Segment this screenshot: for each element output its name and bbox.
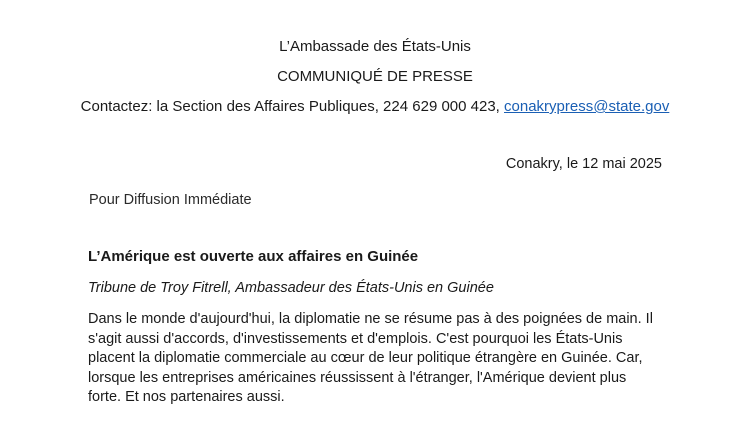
contact-text: Contactez: la Section des Affaires Publiques, 224 629 000 423, bbox=[80, 98, 505, 115]
paragraph-line: Dans le monde d'aujourd'hui, la diplomatie ne se résume pas à des poignées de main. Il bbox=[88, 311, 653, 327]
contact-line bbox=[0, 98, 750, 115]
article-headline: L’Amérique est ouverte aux affaires en Guinée bbox=[88, 248, 419, 265]
release-note: Pour Diffusion Immédiate bbox=[89, 192, 252, 208]
dateline: Conakry, le 12 mai 2025 bbox=[505, 156, 662, 172]
article-byline: Tribune de Troy Fitrell, Ambassadeur des États-Unis en Guinée bbox=[88, 280, 494, 296]
paragraph-line: lorsque les entreprises américaines réussissent à l'étranger, l'Amérique devient plus bbox=[88, 369, 627, 386]
article-paragraph bbox=[88, 310, 678, 408]
paragraph-line: placent la diplomatie commerciale au cœur de leur politique étrangère en Guinée. Car, bbox=[88, 350, 643, 367]
paragraph-line: s'agit aussi d'accords, d'investissements et d'emplois. C'est pourquoi les États-Unis bbox=[88, 330, 623, 347]
paragraph-line: forte. Et nos partenaires aussi. bbox=[88, 389, 285, 406]
contact-email-link[interactable]: conakrypress@state.gov bbox=[504, 98, 670, 115]
release-type-heading: COMMUNIQUÉ DE PRESSE bbox=[277, 68, 473, 85]
embassy-name: L’Ambassade des États-Unis bbox=[279, 38, 471, 55]
